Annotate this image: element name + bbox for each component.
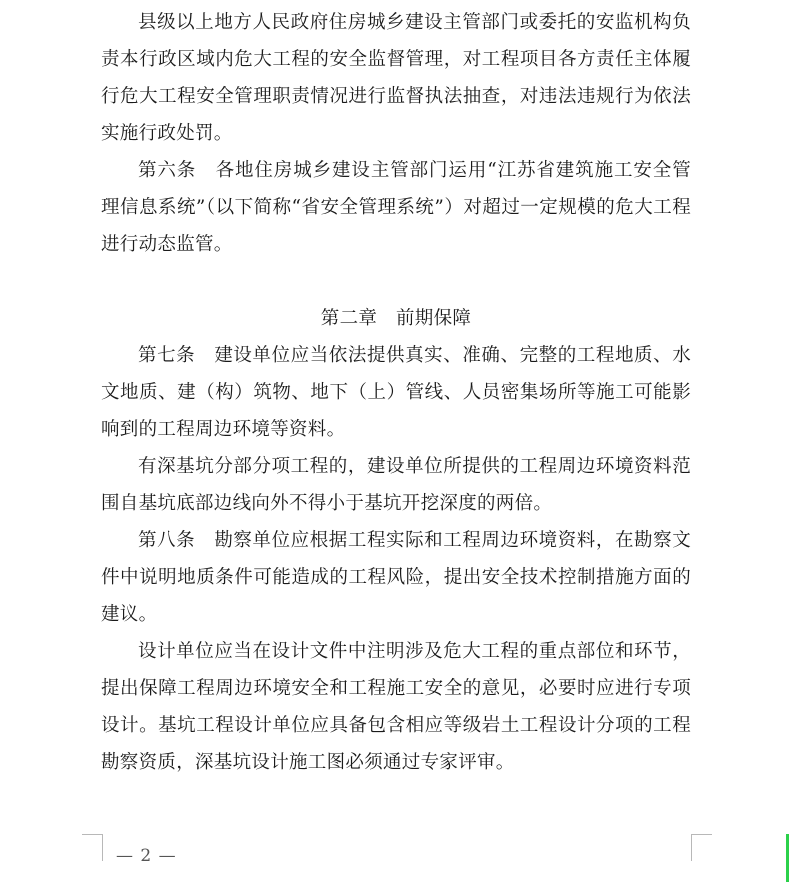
paragraph-design-unit: 设计单位应当在设计文件中注明涉及危大工程的重点部位和环节，提出保障工程周边环境安全和工程施工安全的意见，必要时应进行专项设计。基坑工程设计单位应具备包含相应等级岩土工程设计分项的工程勘察资质，深基坑设计施工图必须通过专家评审。 xyxy=(101,641,691,773)
paragraph-article-7: 第七条 建设单位应当依法提供真实、准确、完整的工程地质、水文地质、建（构）筑物、地下（上）管线、人员密集场所等施工可能影响到的工程周边环境等资料。 xyxy=(101,345,691,440)
window-edge-accent xyxy=(786,834,789,882)
paragraph-article-6: 第六条 各地住房城乡建设主管部门运用“江苏省建筑施工安全管理信息系统”（以下简称“省安全管理系统”）对超过一定规模的危大工程进行动态监管。 xyxy=(101,160,691,255)
page-corner-mark-right xyxy=(691,834,712,861)
document-body xyxy=(101,4,691,781)
chapter-heading: 第二章 前期保障 xyxy=(320,308,472,329)
paragraph-deep-foundation-pit: 有深基坑分部分项工程的，建设单位所提供的工程周边环境资料范围自基坑底部边线向外不得小于基坑开挖深度的两倍。 xyxy=(101,456,691,514)
page-number: — 2 — xyxy=(116,846,177,866)
page-corner-mark-left xyxy=(82,834,103,861)
paragraph-supervision: 县级以上地方人民政府住房城乡建设主管部门或委托的安监机构负责本行政区域内危大工程的安全监督管理，对工程项目各方责任主体履行危大工程安全管理职责情况进行监督执法抽查，对违法违规行为依法实施行政处罚。 xyxy=(101,12,691,144)
paragraph-article-8: 第八条 勘察单位应根据工程实际和工程周边环境资料，在勘察文件中说明地质条件可能造成的工程风险，提出安全技术控制措施方面的建议。 xyxy=(101,530,691,625)
